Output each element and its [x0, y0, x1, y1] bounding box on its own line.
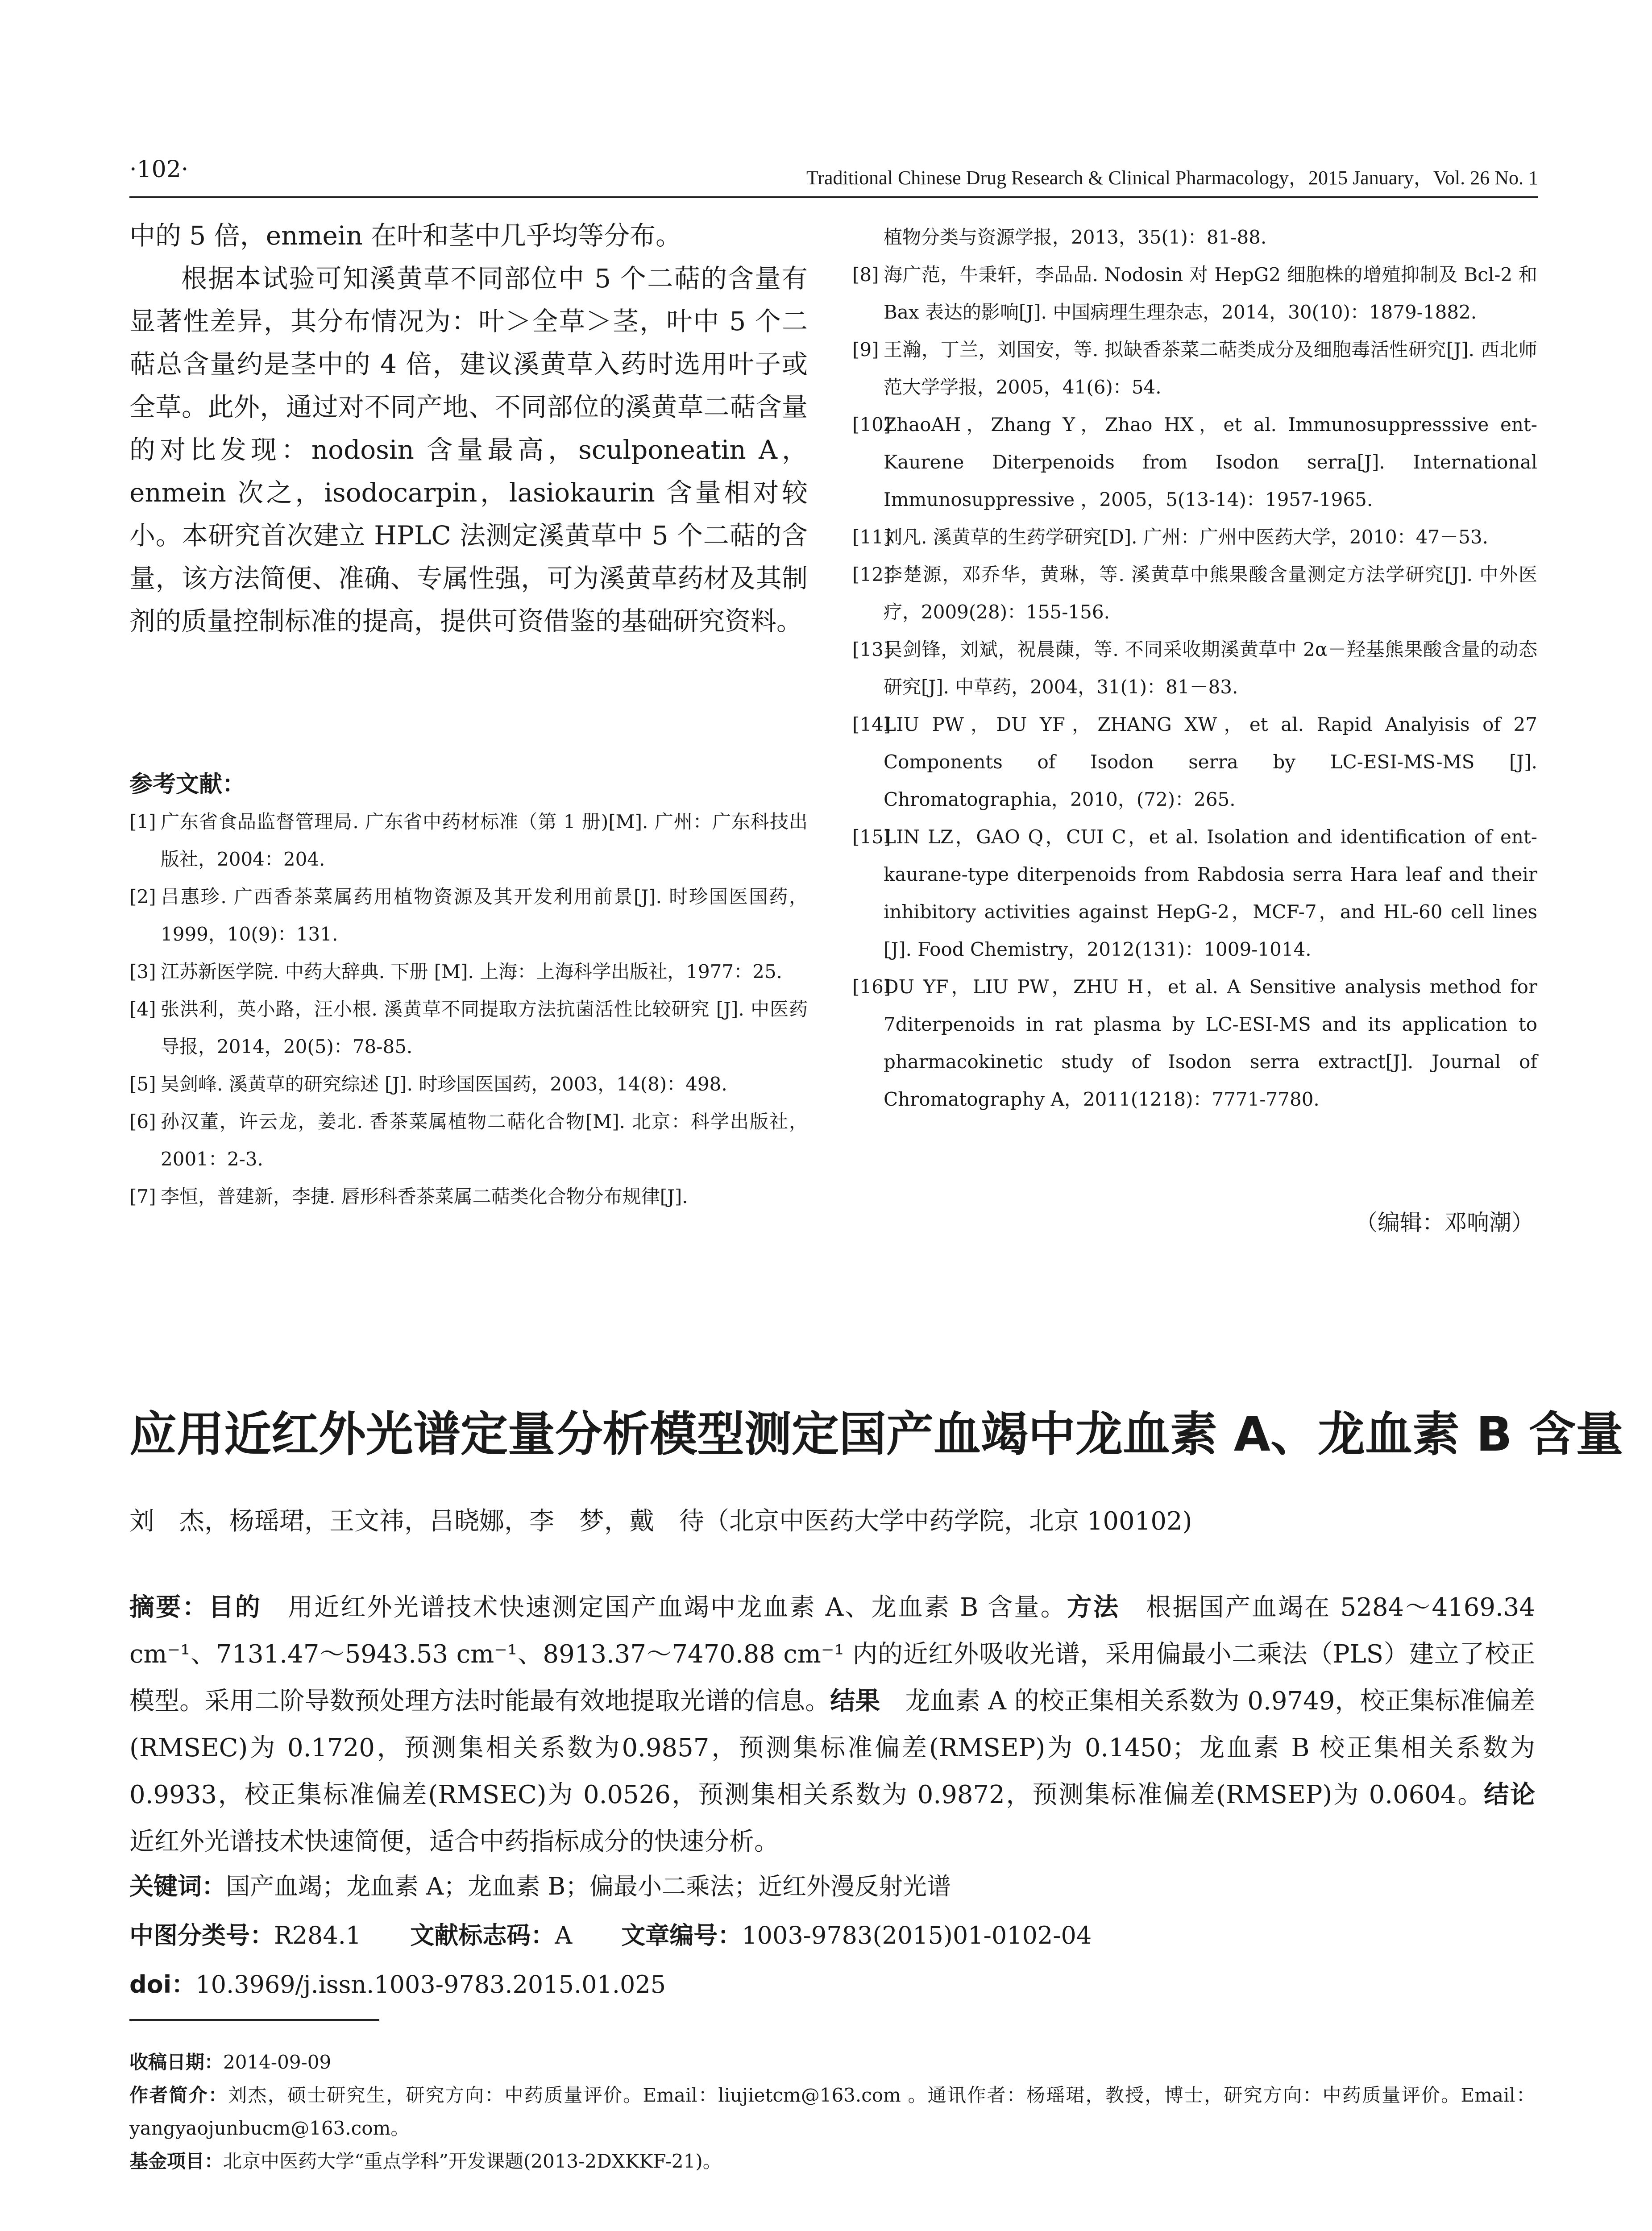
article-no-value: 1003-9783(2015)01-0102-04	[742, 1921, 1092, 1949]
doc-code-label: 文献标志码：	[410, 1921, 555, 1949]
reference-number: [2]	[129, 886, 156, 908]
reference-text: 张洪利，英小路，汪小根. 溪黄草不同提取方法抗菌活性比较研究 [J]. 中医药导报，2014，20(5)：78-85.	[161, 998, 808, 1057]
reference-text: 广东省食品监督管理局. 广东省中药材标准（第 1 册)[M]. 广州：广东科技出版社，2004：204.	[161, 811, 808, 870]
abstract-label: 摘要：	[129, 1593, 209, 1622]
reference-text: ZhaoAH，Zhang Y，Zhao HX，et al. Immunosuppresssive ent-Kaurene Diterpenoids from Isodon serra[J]. International Immunosuppressive ，2005，5(13-14)：1957-1965.	[884, 414, 1537, 510]
reference-text: 李恒，普建新，李捷. 唇形科香茶菜属二萜类化合物分布规律[J].	[161, 1186, 688, 1207]
author-line: 刘 杰，杨瑶珺，王文祎，吕晓娜，李 梦，戴 待（北京中医药大学中药学院，北京 100102)	[129, 1507, 1192, 1536]
reference-number: [13]	[852, 639, 891, 660]
doi-label: doi：	[129, 1970, 196, 1999]
reference-text: LIN LZ，GAO Q，CUI C，et al. Isolation and identification of ent-kaurane-type diterpenoids from Rabdosia serra Hara leaf and their inhibitory activities against HepG-2，MCF-7，and HL-60 cell lines [J]. Food Chemistry，2012(131)：1009-1014.	[884, 826, 1537, 960]
reference-item	[852, 331, 1537, 406]
conclusion-label: 结论	[1484, 1780, 1536, 1809]
reference-number: [8]	[852, 264, 879, 286]
reference-text: 海广范，牛秉轩，李品品. Nodosin 对 HepG2 细胞株的增殖抑制及 Bcl-2 和 Bax 表达的影响[J]. 中国病理生理杂志，2014，30(10)：1879-1882.	[884, 264, 1537, 323]
reference-number: [15]	[852, 826, 891, 848]
doc-code-value: A	[555, 1921, 573, 1949]
author-bio-label: 作者简介：	[129, 2084, 228, 2106]
footnotes	[129, 2046, 1535, 2178]
keywords-line	[129, 1867, 951, 1902]
abstract	[129, 1584, 1535, 1865]
reference-text: 江苏新医学院. 中药大辞典. 下册 [M]. 上海：上海科学出版社，1977：25.	[161, 961, 782, 983]
purpose-label: 目的	[208, 1593, 261, 1622]
reference-number: [6]	[129, 1111, 156, 1132]
reference-item	[852, 518, 1537, 556]
reference-text: 刘凡. 溪黄草的生药学研究[D]. 广州：广州中医药大学，2010：47－53.	[884, 526, 1488, 548]
reference-item	[852, 968, 1537, 1118]
keywords-text: 国产血竭；龙血素 A；龙血素 B；偏最小二乘法；近红外漫反射光谱	[226, 1872, 951, 1900]
reference-item	[852, 556, 1537, 631]
footnote-author	[129, 2079, 1535, 2145]
reference-text: 植物分类与资源学报，2013，35(1)：81-88.	[884, 226, 1267, 248]
result-label: 结果	[830, 1687, 880, 1716]
reference-number: [4]	[129, 998, 156, 1020]
reference-text: 吕惠珍. 广西香茶菜属药用植物资源及其开发利用前景[J]. 时珍国医国药，1999，10(9)：131.	[161, 886, 808, 945]
page-number: ·102·	[129, 156, 189, 183]
reference-text: LIU PW，DU YF，ZHANG XW，et al. Rapid Analyisis of 27 Components of Isodon serra by LC-ESI-MS-MS [J]. Chromatographia，2010，(72)：265.	[884, 713, 1537, 810]
result-text: 龙血素 A 的校正集相关系数为 0.9749，校正集标准偏差(RMSEC)为 0.1720，预测集相关系数为0.9857，预测集标准偏差(RMSEP)为 0.1450；龙血素 B 校正集相关系数为 0.9933，校正集标准偏差(RMSEC)为 0.0526，预测集相关系数为 0.9872，预测集标准偏差(RMSEP)为 0.0604。	[129, 1687, 1536, 1809]
fund-text: 北京中医药大学“重点学科”开发课题(2013-2DXKKF-21)。	[223, 2150, 722, 2172]
reference-list-right	[852, 219, 1537, 1118]
reference-number: [1]	[129, 811, 156, 833]
article-no-label: 文章编号：	[621, 1921, 742, 1949]
reference-number: [5]	[129, 1073, 156, 1095]
body-paragraph: 中的 5 倍，enmein 在叶和茎中几乎均等分布。	[129, 220, 682, 251]
reference-number: [16]	[852, 976, 891, 998]
reference-text: 李楚源，邓乔华，黄琳，等. 溪黄草中熊果酸含量测定方法学研究[J]. 中外医疗，2009(28)：155-156.	[884, 564, 1537, 623]
clc-value: R284.1	[274, 1921, 361, 1949]
footnote-fund	[129, 2145, 1535, 2178]
reference-item	[129, 1103, 808, 1178]
reference-list-left	[129, 803, 808, 1215]
reference-number: [10]	[852, 414, 891, 435]
reference-text: 吴剑锋，刘斌，祝晨蔯，等. 不同采收期溪黄草中 2α－羟基熊果酸含量的动态研究[J]. 中草药，2004，31(1)：81－83.	[884, 639, 1537, 698]
fund-label: 基金项目：	[129, 2150, 224, 2172]
reference-item	[852, 406, 1537, 518]
clc-label: 中图分类号：	[129, 1921, 274, 1949]
reference-item	[129, 803, 808, 878]
left-column-body	[129, 214, 808, 643]
header-rule	[129, 196, 1538, 198]
editor-note: （编辑：邓响潮）	[1355, 1210, 1534, 1236]
doi-line	[129, 1966, 666, 2000]
reference-item	[129, 1178, 808, 1215]
reference-item	[852, 219, 1537, 256]
reference-text: 孙汉董，许云龙，姜北. 香茶菜属植物二萜化合物[M]. 北京：科学出版社，2001：2-3.	[161, 1111, 808, 1170]
purpose-text: 用近红外光谱技术快速测定国产血竭中龙血素 A、龙血素 B 含量。	[288, 1593, 1067, 1622]
reference-number: [14]	[852, 713, 891, 735]
received-label: 收稿日期：	[129, 2051, 224, 2073]
footnote-rule	[129, 2019, 379, 2021]
reference-number: [12]	[852, 564, 891, 585]
reference-text: 王瀚，丁兰，刘国安，等. 拟缺香茶菜二萜类成分及细胞毒活性研究[J]. 西北师范大学学报，2005，41(6)：54.	[884, 339, 1537, 398]
keywords-label: 关键词：	[129, 1872, 226, 1900]
method-label: 方法	[1067, 1593, 1120, 1622]
reference-item	[129, 953, 808, 991]
reference-item	[852, 256, 1537, 331]
author-bio-text: 刘杰，硕士研究生，研究方向：中药质量评价。Email：liujietcm@163.com 。通讯作者：杨瑶珺，教授，博士，研究方向：中药质量评价。Email：yangyaojunbucm@163.com。	[129, 2084, 1535, 2139]
reference-item	[129, 1066, 808, 1103]
conclusion-text: 近红外光谱技术快速简便，适合中药指标成分的快速分析。	[129, 1827, 779, 1856]
classification-line	[129, 1916, 1092, 1951]
reference-item	[852, 631, 1537, 706]
article-title: 应用近红外光谱定量分析模型测定国产血竭中龙血素 A、龙血素 B 含量	[129, 1407, 1623, 1462]
reference-item	[852, 706, 1537, 818]
footnote-received	[129, 2046, 1535, 2079]
doi-value[interactable]: 10.3969/j.issn.1003-9783.2015.01.025	[195, 1970, 666, 1999]
reference-text: DU YF，LIU PW，ZHU H，et al. A Sensitive analysis method for 7diterpenoids in rat plasma by LC-ESI-MS and its application to pharmacokinetic study of Isodon serra extract[J]. Journal of Chromatography A，2011(1218)：7771-7780.	[884, 976, 1537, 1110]
references-heading: 参考文献：	[129, 771, 246, 798]
reference-text: 吴剑峰. 溪黄草的研究综述 [J]. 时珍国医国药，2003，14(8)：498.	[161, 1073, 727, 1095]
journal-header: Traditional Chinese Drug Research & Clinical Pharmacology，2015 January，Vol. 26 No. 1	[806, 167, 1538, 189]
body-paragraph: 根据本试验可知溪黄草不同部位中 5 个二萜的含量有显著性差异，其分布情况为：叶＞全草＞茎，叶中 5 个二萜总含量约是茎中的 4 倍，建议溪黄草入药时选用叶子或全草。此外，通过对不同产地、不同部位的溪黄草二萜含量的对比发现：nodosin 含量最高，sculponeatin A，enmein 次之，isodocarpin，lasiokaurin 含量相对较小。本研究首次建立 HPLC 法测定溪黄草中 5 个二萜的含量，该方法简便、准确、专属性强，可为溪黄草药材及其制剂的质量控制标准的提高，提供可资借鉴的基础研究资料。	[129, 263, 808, 636]
method-text: 根据国产血竭在 5284～4169.34 cm⁻¹、7131.47～5943.53 cm⁻¹、8913.37～7470.88 cm⁻¹ 内的近红外吸收光谱，采用偏最小二乘法（PLS）建立了校正模型。采用二阶导数预处理方法时能最有效地提取光谱的信息。	[129, 1593, 1536, 1716]
reference-number: [11]	[852, 526, 891, 548]
reference-number: [7]	[129, 1186, 156, 1207]
reference-item	[852, 818, 1537, 968]
reference-item	[129, 991, 808, 1066]
reference-number: [3]	[129, 961, 156, 983]
reference-item	[129, 878, 808, 953]
received-date: 2014-09-09	[223, 2051, 332, 2073]
reference-number: [9]	[852, 339, 879, 361]
